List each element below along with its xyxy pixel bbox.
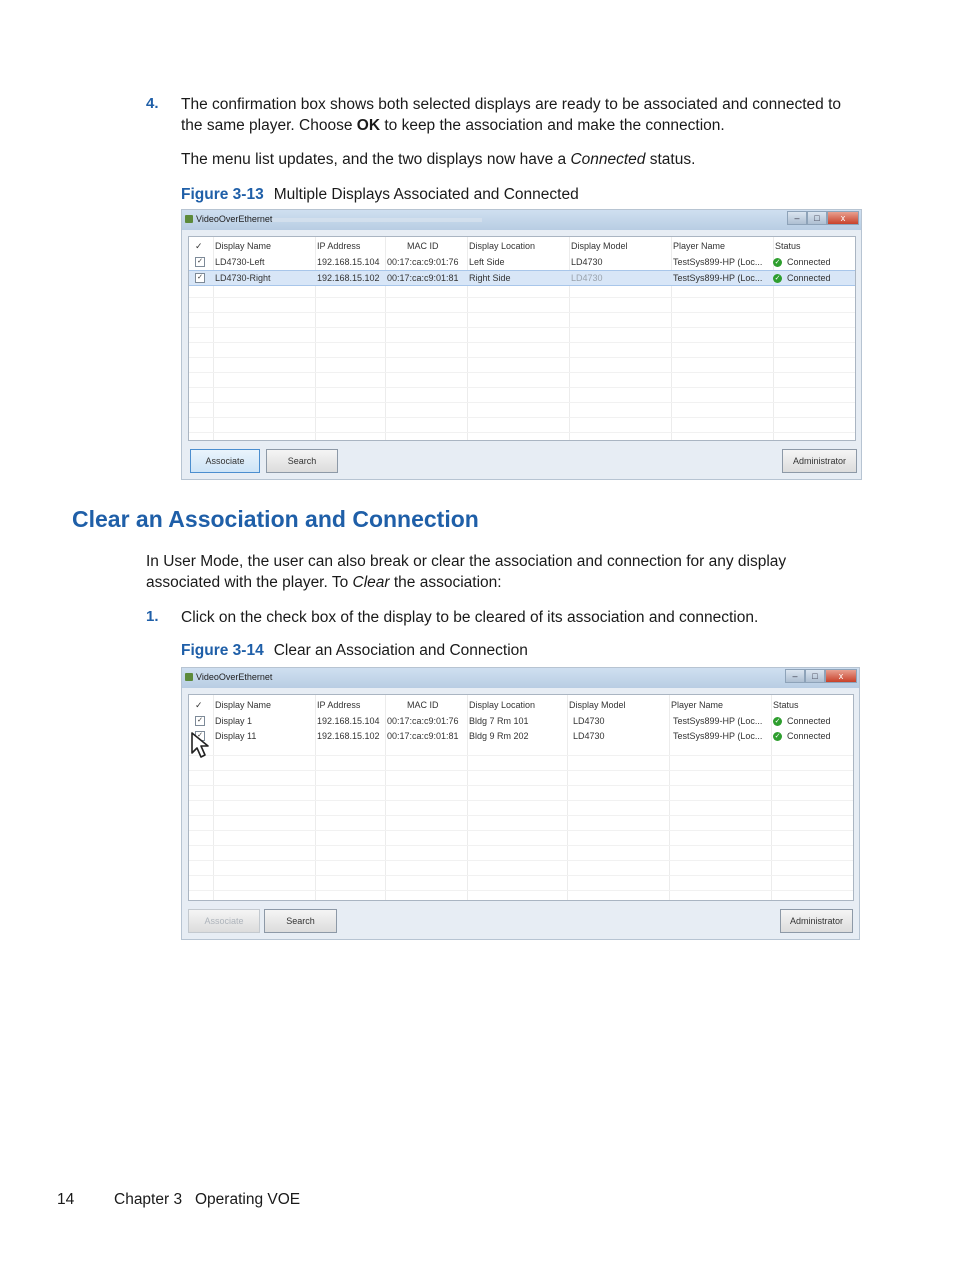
display-model-cell: LD4730 <box>571 273 603 283</box>
figure-label: Figure 3-13 <box>181 186 264 203</box>
grid-header <box>189 698 853 713</box>
text-run: status. <box>645 151 696 168</box>
search-button[interactable]: Search <box>266 449 338 473</box>
display-model-cell: LD4730 <box>573 716 605 726</box>
table-row[interactable] <box>189 714 853 729</box>
connected-check-icon: ✓ <box>774 718 781 725</box>
intro-paragraph <box>146 551 866 593</box>
status-cell: Connected <box>787 257 831 267</box>
row-checkbox[interactable]: ✓ <box>195 257 205 267</box>
chapter-footer: Chapter 3 Operating VOE <box>114 1191 301 1208</box>
text-run: The menu list updates, and the two displays now have a <box>181 151 571 168</box>
column-status[interactable]: Status <box>775 241 801 251</box>
ip-address-cell: 192.168.15.102 <box>317 273 380 283</box>
display-model-cell: LD4730 <box>573 731 605 741</box>
text-run: the association: <box>389 574 502 591</box>
display-location-cell: Right Side <box>469 273 511 283</box>
clear-emphasis: Clear <box>352 574 390 591</box>
step-4-line-1: The confirmation box shows both selected displays are ready to be associated and connected to <box>181 96 842 113</box>
figure-3-14-caption <box>181 642 528 660</box>
display-name-cell: LD4730-Left <box>215 257 265 267</box>
status-cell: Connected <box>787 273 831 283</box>
column-display-name[interactable]: Display Name <box>215 700 272 710</box>
column-check[interactable]: ✓ <box>195 241 203 251</box>
window-controls <box>787 211 859 225</box>
column-display-location[interactable]: Display Location <box>469 241 536 251</box>
window-title: VideoOverEthernet <box>196 672 273 682</box>
display-name-cell: Display 11 <box>215 731 257 741</box>
window-title: VideoOverEthernet <box>196 214 273 224</box>
ip-address-cell: 192.168.15.104 <box>317 716 380 726</box>
display-model-cell: LD4730 <box>571 257 603 267</box>
column-display-model[interactable]: Display Model <box>569 700 626 710</box>
player-name-cell: TestSys899-HP (Loc... <box>673 731 763 741</box>
display-location-cell: Left Side <box>469 257 505 267</box>
display-name-cell: LD4730-Right <box>215 273 271 283</box>
window-controls <box>785 669 857 683</box>
column-ip-address[interactable]: IP Address <box>317 700 361 710</box>
ok-emphasis: OK <box>356 117 381 134</box>
figure-label: Figure 3-14 <box>181 642 264 659</box>
step-4-text <box>181 94 881 136</box>
associate-button[interactable]: Associate <box>190 449 260 473</box>
column-status[interactable]: Status <box>773 700 799 710</box>
administrator-button[interactable]: Administrator <box>780 909 853 933</box>
menu-update-paragraph <box>181 149 695 170</box>
section-heading: Clear an Association and Connection <box>72 506 479 532</box>
close-icon[interactable]: x <box>825 669 857 683</box>
player-name-cell: TestSys899-HP (Loc... <box>673 716 763 726</box>
column-mac-id[interactable]: MAC ID <box>407 700 439 710</box>
app-icon <box>185 673 193 681</box>
column-display-model[interactable]: Display Model <box>571 241 628 251</box>
row-checkbox[interactable]: ✓ <box>195 273 205 283</box>
row-checkbox[interactable]: ✓ <box>195 731 205 741</box>
search-button[interactable]: Search <box>264 909 337 933</box>
step-1-text: Click on the check box of the display to be cleared of its association and connection. <box>181 609 759 626</box>
maximize-icon[interactable]: □ <box>807 211 827 225</box>
text-run: associated with the player. To <box>146 574 353 591</box>
table-row[interactable] <box>189 729 853 744</box>
table-row[interactable] <box>189 255 855 270</box>
grid-header <box>189 239 855 254</box>
figure-3-14-window <box>181 667 860 940</box>
step-4-line-2 <box>181 115 881 136</box>
text-run: the same player. Choose <box>181 117 357 134</box>
status-cell: Connected <box>787 716 831 726</box>
column-player-name[interactable]: Player Name <box>673 241 726 251</box>
intro-line-1: In User Mode, the user can also break or clear the association and connection for any display <box>146 553 787 570</box>
ip-address-cell: 192.168.15.102 <box>317 731 380 741</box>
connected-check-icon: ✓ <box>774 259 781 266</box>
step-number: 4. <box>146 95 159 112</box>
intro-line-2 <box>146 572 866 593</box>
column-display-location[interactable]: Display Location <box>469 700 536 710</box>
connected-check-icon: ✓ <box>774 275 781 282</box>
mac-id-cell: 00:17:ca:c9:01:81 <box>387 273 459 283</box>
column-ip-address[interactable]: IP Address <box>317 241 361 251</box>
column-display-name[interactable]: Display Name <box>215 241 272 251</box>
status-cell: Connected <box>787 731 831 741</box>
column-player-name[interactable]: Player Name <box>671 700 724 710</box>
connected-emphasis: Connected <box>570 151 646 168</box>
display-location-cell: Bldg 7 Rm 101 <box>469 716 529 726</box>
table-row-selected[interactable] <box>189 270 855 286</box>
close-icon[interactable]: x <box>827 211 859 225</box>
column-mac-id[interactable]: MAC ID <box>407 241 439 251</box>
figure-caption-text: Multiple Displays Associated and Connected <box>273 186 579 203</box>
display-grid <box>188 236 856 441</box>
mac-id-cell: 00:17:ca:c9:01:76 <box>387 716 459 726</box>
display-location-cell: Bldg 9 Rm 202 <box>469 731 529 741</box>
app-icon <box>185 215 193 223</box>
figure-3-13-window <box>181 209 862 480</box>
mac-id-cell: 00:17:ca:c9:01:76 <box>387 257 459 267</box>
title-bar-blurred-text <box>272 218 482 222</box>
mac-id-cell: 00:17:ca:c9:01:81 <box>387 731 459 741</box>
mouse-pointer-icon <box>190 731 220 763</box>
text-run: to keep the association and make the connection. <box>380 117 725 134</box>
player-name-cell: TestSys899-HP (Loc... <box>673 273 763 283</box>
step-number: 1. <box>146 608 159 625</box>
associate-button[interactable]: Associate <box>188 909 260 933</box>
ip-address-cell: 192.168.15.104 <box>317 257 380 267</box>
maximize-icon[interactable]: □ <box>805 669 825 683</box>
figure-caption-text: Clear an Association and Connection <box>273 642 528 659</box>
administrator-button[interactable]: Administrator <box>782 449 857 473</box>
minimize-icon[interactable]: – <box>787 211 807 225</box>
display-grid <box>188 694 854 901</box>
connected-check-icon: ✓ <box>774 733 781 740</box>
row-checkbox[interactable]: ✓ <box>195 716 205 726</box>
display-name-cell: Display 1 <box>215 716 253 726</box>
column-check[interactable]: ✓ <box>195 700 203 710</box>
player-name-cell: TestSys899-HP (Loc... <box>673 257 763 267</box>
figure-3-13-caption <box>181 186 579 204</box>
title-bar <box>182 210 861 230</box>
minimize-icon[interactable]: – <box>785 669 805 683</box>
title-bar <box>182 668 859 688</box>
page-number: 14 <box>57 1191 75 1208</box>
